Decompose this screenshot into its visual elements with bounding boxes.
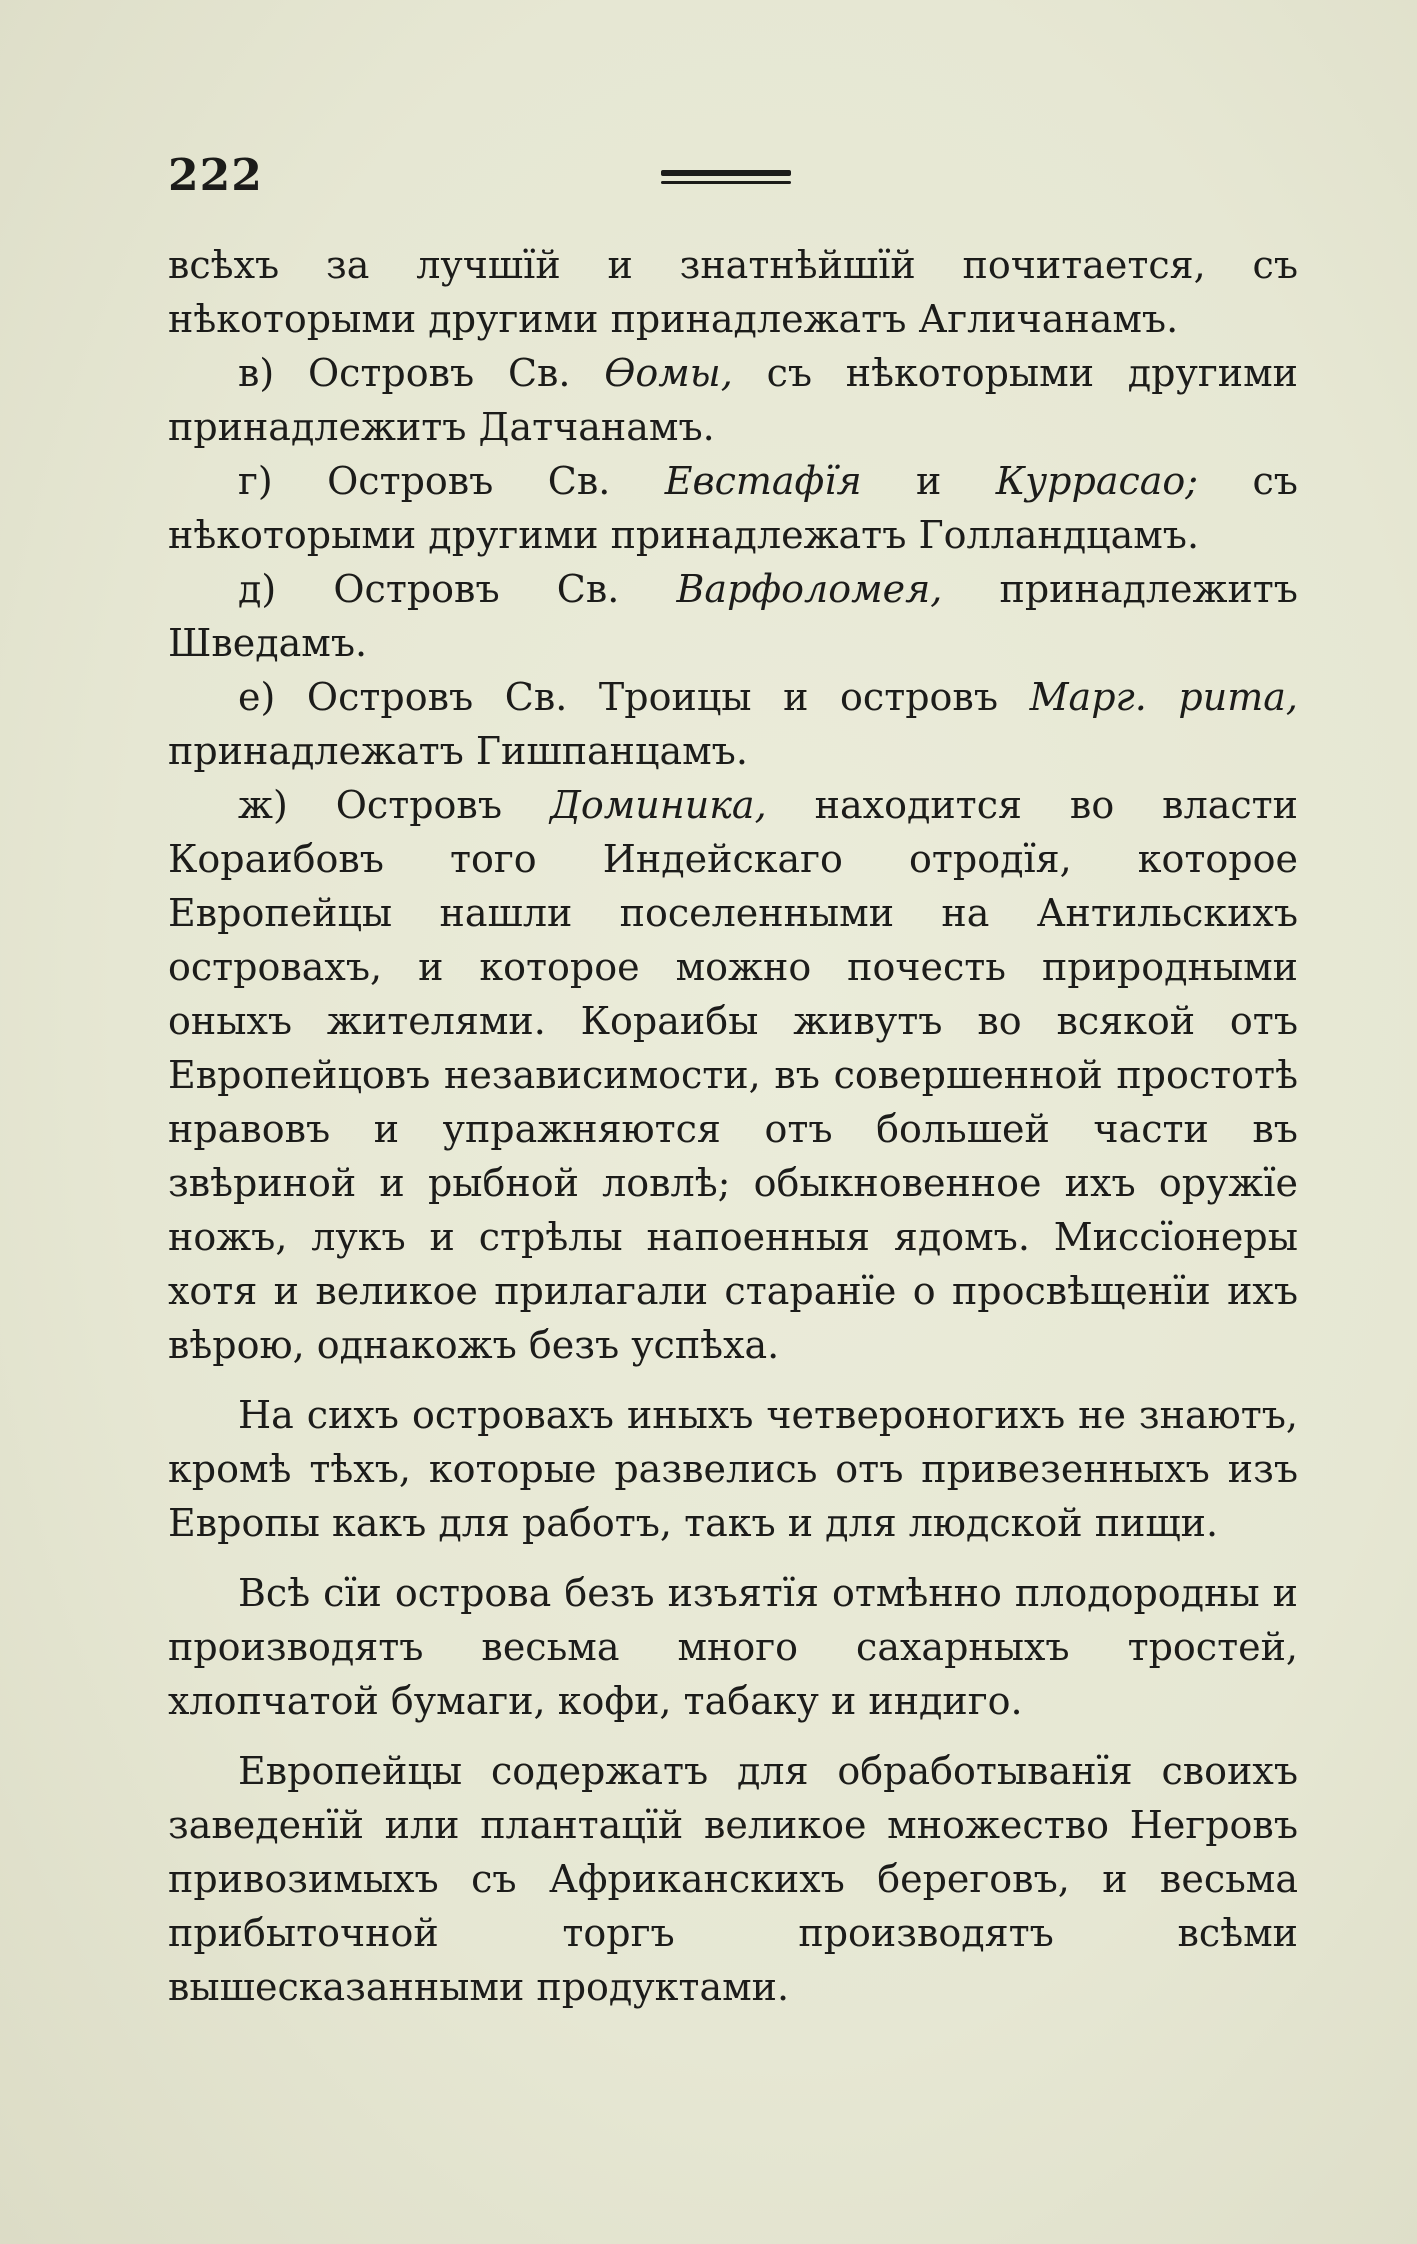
item-zh-island-name: Доминика, [549,783,767,827]
item-g-island-name-2: Куррасао; [995,459,1199,503]
item-g-island-name-1: Евстафїя [664,459,862,503]
header-rule-thin [661,181,791,184]
item-v-text: в) Островъ Св. [238,351,605,395]
paragraph-item-e [168,670,1298,778]
page-header [168,150,1298,200]
paragraph-quadrupeds: На сихъ островахъ иныхъ четвероногихъ не знаютъ, кромѣ тѣхъ, которые развелись отъ привезенныхъ изъ Европы какъ для работъ, такъ и для людской пищи. [168,1393,1298,1545]
item-d-text-end: принадлежитъ Шведамъ. [168,567,1298,665]
paragraph-continuation: всѣхъ за лучшїй и знатнѣйшїй почитается, съ нѣкоторыми другими принадлежатъ Агличанамъ. [168,243,1298,341]
item-e-island-name: Марг. рита, [1029,675,1298,719]
page-number: 222 [168,150,263,201]
item-zh-text-end: находится во власти Кораибовъ того Индейскаго отродїя, которое Европейцы нашли поселенными на Антильскихъ островахъ, и которое можно почесть природными оныхъ жителями. Кораибы живутъ во всякой отъ Европейцовъ независимости, въ совершенной простотѣ нравовъ и упражняются отъ большей части въ звѣриной и рыбной ловлѣ; обыкновенное ихъ оружїе ножъ, лукъ и стрѣлы напоенныя ядомъ. Миссїонеры хотя и великое прилагали старанїе о просвѣщенїи ихъ вѣрою, однакожъ безъ успѣха. [168,783,1299,1367]
header-rule [661,170,791,176]
item-v-island-name: Ѳомы, [604,351,733,395]
item-d-island-name: Варфоломея, [676,567,943,611]
item-g-text: г) Островъ Св. [238,459,665,503]
paragraph-plantations: Европейцы содержатъ для обработыванїя своихъ заведенїй или плантацїй великое множество Негровъ привозимыхъ съ Африканскихъ береговъ, и весьма прибыточной торгъ производятъ всѣми вышесказанными продуктами. [168,1749,1298,2009]
item-e-text: е) Островъ Св. Троицы и островъ [238,675,1030,719]
item-v-text-end: съ нѣкоторыми другими принадлежитъ Датчанамъ. [168,351,1298,449]
paragraph-item-d [168,562,1298,670]
paragraph-item-g [168,454,1298,562]
item-g-text-end: съ нѣкоторыми другими принадлежатъ Голландцамъ. [168,459,1298,557]
paragraph-fertility: Всѣ сїи острова безъ изъятїя отмѣнно плодородны и производятъ весьма много сахарныхъ тростей, хлопчатой бумаги, кофи, табаку и индиго. [168,1571,1298,1723]
item-g-conjunction: и [861,459,996,503]
body-text [168,238,1298,2014]
item-zh-text: ж) Островъ [238,783,550,827]
item-d-text: д) Островъ Св. [238,567,677,611]
paragraph-item-zh [168,778,1298,1372]
item-e-text-end: принадлежатъ Гишпанцамъ. [168,729,748,773]
paragraph-item-v [168,346,1298,454]
